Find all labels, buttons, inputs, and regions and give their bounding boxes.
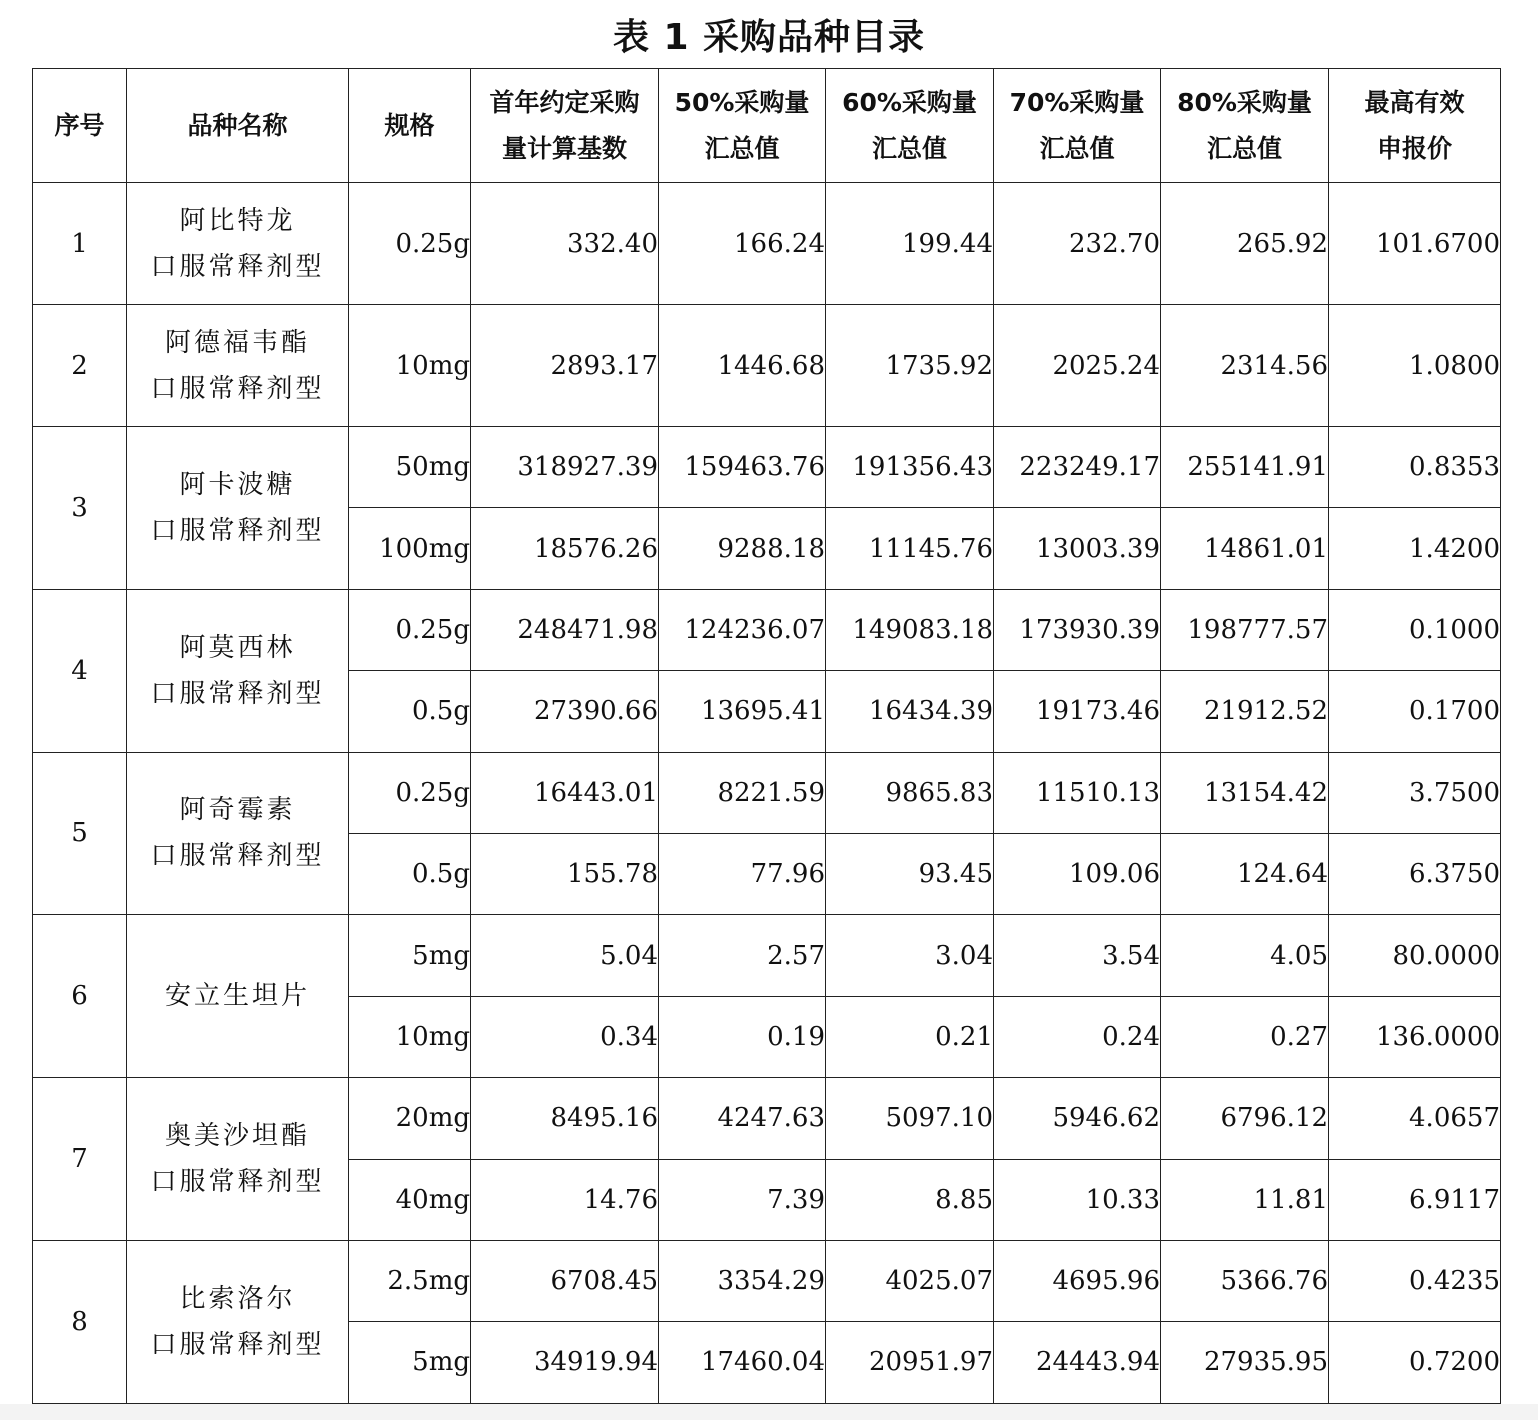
p60-total-cell: 191356.43	[826, 427, 994, 508]
base-count-cell: 34919.94	[471, 1322, 659, 1403]
p50-total-cell: 159463.76	[659, 427, 826, 508]
seq-header	[33, 69, 127, 183]
max-price-cell: 0.1700	[1329, 671, 1501, 752]
p60-total-cell: 16434.39	[826, 671, 994, 752]
base-count-cell: 6708.45	[471, 1240, 659, 1321]
max-price-cell: 136.0000	[1329, 996, 1501, 1077]
drug-name-line: 阿莫西林	[179, 632, 296, 663]
p80-total-cell: 27935.95	[1161, 1322, 1329, 1403]
header-label: 申报价	[1376, 133, 1452, 163]
header-label: 品种名称	[187, 110, 288, 140]
table-row	[33, 1078, 1501, 1159]
p80-total-cell: 255141.91	[1161, 427, 1329, 508]
spec-cell: 0.25g	[349, 752, 471, 833]
spec-header	[349, 69, 471, 183]
drug-name-line: 口服常释剂型	[150, 841, 325, 872]
p50-total-cell: 4247.63	[659, 1078, 826, 1159]
p50-total-cell: 13695.41	[659, 671, 826, 752]
max-price-cell: 6.9117	[1329, 1159, 1501, 1240]
p80-total-cell: 13154.42	[1161, 752, 1329, 833]
bottom-strip	[0, 1404, 1538, 1420]
base-count-cell: 8495.16	[471, 1078, 659, 1159]
table-row	[33, 915, 1501, 996]
base-count-cell: 0.34	[471, 996, 659, 1077]
header-label: 汇总值	[1206, 133, 1282, 163]
p70-total-cell: 5946.62	[994, 1078, 1161, 1159]
spec-cell: 2.5mg	[349, 1240, 471, 1321]
seq-cell: 7	[33, 1078, 127, 1241]
p60-total-cell: 11145.76	[826, 508, 994, 589]
p70-total-cell: 24443.94	[994, 1322, 1161, 1403]
p60-total-cell: 9865.83	[826, 752, 994, 833]
header-row	[33, 69, 1501, 183]
p80-total-cell: 21912.52	[1161, 671, 1329, 752]
drug-name-line: 口服常释剂型	[150, 251, 325, 282]
p60-total-cell: 1735.92	[826, 305, 994, 427]
table-body	[33, 183, 1501, 1404]
drug-name-line: 安立生坦片	[164, 981, 310, 1012]
p80-total-cell: 11.81	[1161, 1159, 1329, 1240]
p70-total-cell: 4695.96	[994, 1240, 1161, 1321]
drug-name-line: 口服常释剂型	[150, 515, 325, 546]
spec-cell: 0.5g	[349, 671, 471, 752]
p50-total-cell: 8221.59	[659, 752, 826, 833]
p70-total-cell: 11510.13	[994, 752, 1161, 833]
spec-cell: 5mg	[349, 915, 471, 996]
spec-cell: 50mg	[349, 427, 471, 508]
p70-total-cell: 232.70	[994, 183, 1161, 305]
p80-total-cell: 6796.12	[1161, 1078, 1329, 1159]
base-count-cell: 5.04	[471, 915, 659, 996]
header-label: 50%采购量	[674, 87, 810, 117]
p50-total-cell: 124236.07	[659, 589, 826, 670]
p60-total-cell: 8.85	[826, 1159, 994, 1240]
table-row	[33, 589, 1501, 670]
p50-total-cell: 9288.18	[659, 508, 826, 589]
max-price-cell: 0.4235	[1329, 1240, 1501, 1321]
table-row	[33, 305, 1501, 427]
name-header	[127, 69, 349, 183]
seq-cell: 6	[33, 915, 127, 1078]
drug-name-line: 比索洛尔	[179, 1283, 296, 1314]
p50-header	[659, 69, 826, 183]
max-price-cell: 3.7500	[1329, 752, 1501, 833]
spec-cell: 0.5g	[349, 833, 471, 914]
p80-total-cell: 5366.76	[1161, 1240, 1329, 1321]
spec-cell: 0.25g	[349, 589, 471, 670]
procurement-catalog-table	[32, 68, 1501, 1404]
seq-cell: 1	[33, 183, 127, 305]
max-price-header	[1329, 69, 1501, 183]
max-price-cell: 0.1000	[1329, 589, 1501, 670]
p70-total-cell: 19173.46	[994, 671, 1161, 752]
drug-name-cell	[127, 589, 349, 752]
header-label: 规格	[384, 110, 435, 140]
max-price-cell: 0.7200	[1329, 1322, 1501, 1403]
seq-cell: 3	[33, 427, 127, 590]
spec-cell: 100mg	[349, 508, 471, 589]
p70-total-cell: 2025.24	[994, 305, 1161, 427]
p70-total-cell: 13003.39	[994, 508, 1161, 589]
p50-total-cell: 3354.29	[659, 1240, 826, 1321]
drug-name-line: 口服常释剂型	[150, 1329, 325, 1360]
header-label: 汇总值	[871, 133, 947, 163]
header-label: 首年约定采购	[489, 87, 640, 117]
p80-total-cell: 0.27	[1161, 996, 1329, 1077]
drug-name-cell	[127, 305, 349, 427]
drug-name-cell	[127, 427, 349, 590]
max-price-cell: 1.0800	[1329, 305, 1501, 427]
spec-cell: 10mg	[349, 305, 471, 427]
p60-total-cell: 0.21	[826, 996, 994, 1077]
base-count-cell: 18576.26	[471, 508, 659, 589]
drug-name-line: 阿卡波糖	[179, 469, 296, 500]
p60-total-cell: 199.44	[826, 183, 994, 305]
p80-header	[1161, 69, 1329, 183]
max-price-cell: 6.3750	[1329, 833, 1501, 914]
drug-name-line: 奥美沙坦酯	[164, 1121, 310, 1152]
header-label: 80%采购量	[1177, 87, 1312, 117]
p50-total-cell: 1446.68	[659, 305, 826, 427]
p60-total-cell: 4025.07	[826, 1240, 994, 1321]
p50-total-cell: 2.57	[659, 915, 826, 996]
drug-name-cell	[127, 1240, 349, 1403]
drug-name-line: 阿奇霉素	[179, 795, 296, 826]
seq-cell: 5	[33, 752, 127, 915]
spec-cell: 40mg	[349, 1159, 471, 1240]
header-label: 70%采购量	[1009, 87, 1145, 117]
max-price-cell: 101.6700	[1329, 183, 1501, 305]
p70-total-cell: 3.54	[994, 915, 1161, 996]
drug-name-cell	[127, 1078, 349, 1241]
p80-total-cell: 198777.57	[1161, 589, 1329, 670]
p50-total-cell: 166.24	[659, 183, 826, 305]
p60-total-cell: 20951.97	[826, 1322, 994, 1403]
p60-total-cell: 5097.10	[826, 1078, 994, 1159]
max-price-cell: 4.0657	[1329, 1078, 1501, 1159]
p70-total-cell: 223249.17	[994, 427, 1161, 508]
base-count-cell: 16443.01	[471, 752, 659, 833]
p70-total-cell: 10.33	[994, 1159, 1161, 1240]
spec-cell: 20mg	[349, 1078, 471, 1159]
base-count-cell: 318927.39	[471, 427, 659, 508]
max-price-cell: 80.0000	[1329, 915, 1501, 996]
p50-total-cell: 0.19	[659, 996, 826, 1077]
p60-total-cell: 3.04	[826, 915, 994, 996]
spec-cell: 5mg	[349, 1322, 471, 1403]
header-label: 序号	[54, 110, 105, 140]
p50-total-cell: 77.96	[659, 833, 826, 914]
header-label: 60%采购量	[842, 87, 977, 117]
header-label: 汇总值	[704, 133, 780, 163]
header-label: 汇总值	[1039, 133, 1115, 163]
p70-total-cell: 109.06	[994, 833, 1161, 914]
p60-header	[826, 69, 994, 183]
p80-total-cell: 14861.01	[1161, 508, 1329, 589]
table-title: 表 1 采购品种目录	[612, 17, 926, 58]
drug-name-line: 口服常释剂型	[150, 373, 325, 404]
table-row	[33, 183, 1501, 305]
base-count-cell: 2893.17	[471, 305, 659, 427]
p70-header	[994, 69, 1161, 183]
p60-total-cell: 93.45	[826, 833, 994, 914]
p80-total-cell: 4.05	[1161, 915, 1329, 996]
p70-total-cell: 173930.39	[994, 589, 1161, 670]
drug-name-line: 口服常释剂型	[150, 678, 325, 709]
base-count-cell: 155.78	[471, 833, 659, 914]
p80-total-cell: 124.64	[1161, 833, 1329, 914]
header-label: 量计算基数	[501, 133, 627, 163]
seq-cell: 8	[33, 1240, 127, 1403]
p80-total-cell: 265.92	[1161, 183, 1329, 305]
base-count-cell: 332.40	[471, 183, 659, 305]
drug-name-cell	[127, 752, 349, 915]
spec-cell: 10mg	[349, 996, 471, 1077]
p80-total-cell: 2314.56	[1161, 305, 1329, 427]
spec-cell: 0.25g	[349, 183, 471, 305]
base-count-cell: 27390.66	[471, 671, 659, 752]
p50-total-cell: 7.39	[659, 1159, 826, 1240]
p70-total-cell: 0.24	[994, 996, 1161, 1077]
table-row	[33, 427, 1501, 508]
base-count-cell: 14.76	[471, 1159, 659, 1240]
drug-name-cell	[127, 915, 349, 1078]
drug-name-line: 口服常释剂型	[150, 1167, 325, 1198]
drug-name-line: 阿比特龙	[179, 205, 296, 236]
seq-cell: 4	[33, 589, 127, 752]
drug-name-cell	[127, 183, 349, 305]
header-label: 最高有效	[1364, 87, 1465, 117]
table-row	[33, 752, 1501, 833]
seq-cell: 2	[33, 305, 127, 427]
table-row	[33, 1240, 1501, 1321]
max-price-cell: 1.4200	[1329, 508, 1501, 589]
p60-total-cell: 149083.18	[826, 589, 994, 670]
base-count-cell: 248471.98	[471, 589, 659, 670]
base-header	[471, 69, 659, 183]
drug-name-line: 阿德福韦酯	[164, 327, 310, 358]
p50-total-cell: 17460.04	[659, 1322, 826, 1403]
max-price-cell: 0.8353	[1329, 427, 1501, 508]
